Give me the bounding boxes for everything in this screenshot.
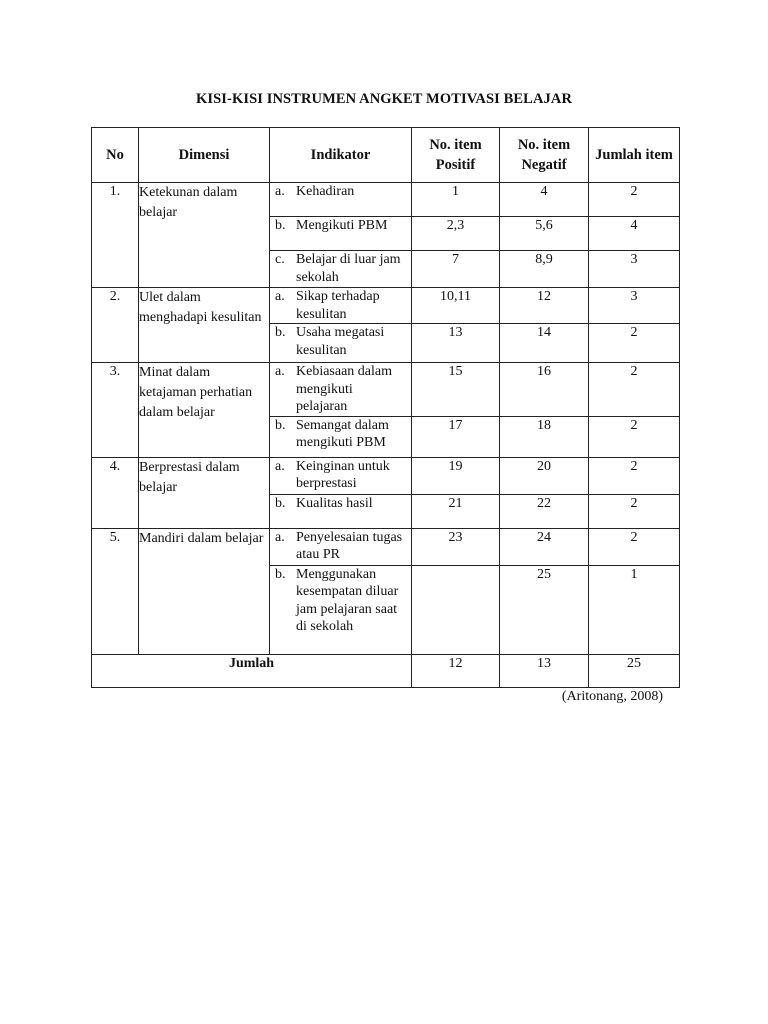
- indicator-text: Usaha megatasi kesulitan: [296, 325, 385, 358]
- indicator-cell: [270, 565, 412, 654]
- dimension-number: 2.: [92, 288, 139, 363]
- table-row: [92, 183, 680, 217]
- indicator-cell: [270, 494, 412, 528]
- negatif-cell: 25: [500, 565, 589, 654]
- indicator-letter: b.: [275, 325, 286, 340]
- dimension-name: Ketekunan dalam belajar: [139, 183, 270, 288]
- positif-cell: 17: [412, 416, 500, 457]
- indicator-text: Semangat dalam mengikuti PBM: [296, 417, 389, 450]
- positif-cell: 23: [412, 528, 500, 565]
- positif-cell: 19: [412, 457, 500, 494]
- header-positif: No. item Positif: [412, 128, 500, 183]
- dimension-name: Ulet dalam menghadapi kesulitan: [139, 288, 270, 363]
- negatif-cell: 24: [500, 528, 589, 565]
- positif-cell: [412, 565, 500, 654]
- indicator-cell: [270, 457, 412, 494]
- indicator-letter: a.: [275, 184, 285, 199]
- negatif-cell: 16: [500, 363, 589, 417]
- table-row: [92, 457, 680, 494]
- table-row: [92, 363, 680, 417]
- negatif-cell: 22: [500, 494, 589, 528]
- dimension-number: 1.: [92, 183, 139, 288]
- jumlah-cell: 3: [589, 251, 680, 288]
- positif-cell: 7: [412, 251, 500, 288]
- indicator-letter: a.: [275, 289, 285, 304]
- indicator-cell: [270, 363, 412, 417]
- jumlah-cell: 2: [589, 457, 680, 494]
- indicator-letter: b.: [275, 218, 286, 233]
- positif-cell: 1: [412, 183, 500, 217]
- dimension-name: Mandiri dalam belajar: [139, 528, 270, 654]
- indicator-cell: [270, 251, 412, 288]
- indicator-text: Sikap terhadap kesulitan: [296, 289, 380, 322]
- jumlah-cell: 2: [589, 324, 680, 363]
- indicator-text: Kualitas hasil: [296, 495, 373, 511]
- indicator-cell: [270, 288, 412, 324]
- indicator-letter: b.: [275, 566, 286, 582]
- total-label: Jumlah: [92, 654, 412, 687]
- jumlah-cell: 2: [589, 494, 680, 528]
- indicator-text: Menggunakan kesempatan diluar jam pelajaran saat di sekolah: [296, 566, 399, 634]
- dimension-name: Minat dalam ketajaman perhatian dalam belajar: [139, 363, 270, 458]
- indicator-letter: a.: [275, 364, 285, 379]
- source-citation: (Aritonang, 2008): [561, 689, 663, 704]
- total-row: [92, 654, 680, 687]
- positif-cell: 2,3: [412, 217, 500, 251]
- table-row: [92, 288, 680, 324]
- instrument-table: [91, 127, 680, 688]
- header-dimensi: Dimensi: [139, 128, 270, 183]
- header-negatif: No. item Negatif: [500, 128, 589, 183]
- header-row: [92, 128, 680, 183]
- total-negatif: 13: [500, 654, 589, 687]
- negatif-cell: 18: [500, 416, 589, 457]
- negatif-cell: 20: [500, 457, 589, 494]
- jumlah-cell: 2: [589, 528, 680, 565]
- positif-cell: 10,11: [412, 288, 500, 324]
- negatif-cell: 12: [500, 288, 589, 324]
- indicator-letter: a.: [275, 458, 285, 474]
- header-no: No: [92, 128, 139, 183]
- jumlah-cell: 2: [589, 363, 680, 417]
- negatif-cell: 4: [500, 183, 589, 217]
- indicator-letter: c.: [275, 252, 285, 267]
- indicator-text: Belajar di luar jam sekolah: [296, 252, 401, 285]
- jumlah-cell: 3: [589, 288, 680, 324]
- positif-cell: 21: [412, 494, 500, 528]
- dimension-number: 4.: [92, 457, 139, 528]
- total-jumlah: 25: [589, 654, 680, 687]
- dimension-number: 5.: [92, 528, 139, 654]
- indicator-text: Penyelesaian tugas atau PR: [296, 529, 403, 562]
- total-positif: 12: [412, 654, 500, 687]
- header-jumlah: Jumlah item: [589, 128, 680, 183]
- indicator-text: Kebiasaan dalam mengikuti pelajaran: [296, 364, 393, 414]
- dimension-number: 3.: [92, 363, 139, 458]
- negatif-cell: 14: [500, 324, 589, 363]
- indicator-cell: [270, 217, 412, 251]
- indicator-text: Kehadiran: [296, 184, 355, 199]
- negatif-cell: 8,9: [500, 251, 589, 288]
- jumlah-cell: 2: [589, 416, 680, 457]
- indicator-letter: b.: [275, 417, 286, 433]
- indicator-text: Mengikuti PBM: [296, 218, 388, 233]
- indicator-text: Keinginan untuk berprestasi: [296, 458, 390, 491]
- indicator-cell: [270, 528, 412, 565]
- positif-cell: 15: [412, 363, 500, 417]
- indicator-cell: [270, 324, 412, 363]
- document-title: KISI-KISI INSTRUMEN ANGKET MOTIVASI BELAJAR: [195, 91, 573, 107]
- negatif-cell: 5,6: [500, 217, 589, 251]
- positif-cell: 13: [412, 324, 500, 363]
- indicator-cell: [270, 183, 412, 217]
- indicator-cell: [270, 416, 412, 457]
- table-row: [92, 528, 680, 565]
- jumlah-cell: 1: [589, 565, 680, 654]
- indicator-letter: b.: [275, 495, 286, 511]
- jumlah-cell: 2: [589, 183, 680, 217]
- dimension-name: Berprestasi dalam belajar: [139, 457, 270, 528]
- indicator-letter: a.: [275, 529, 285, 545]
- header-indikator: Indikator: [270, 128, 412, 183]
- jumlah-cell: 4: [589, 217, 680, 251]
